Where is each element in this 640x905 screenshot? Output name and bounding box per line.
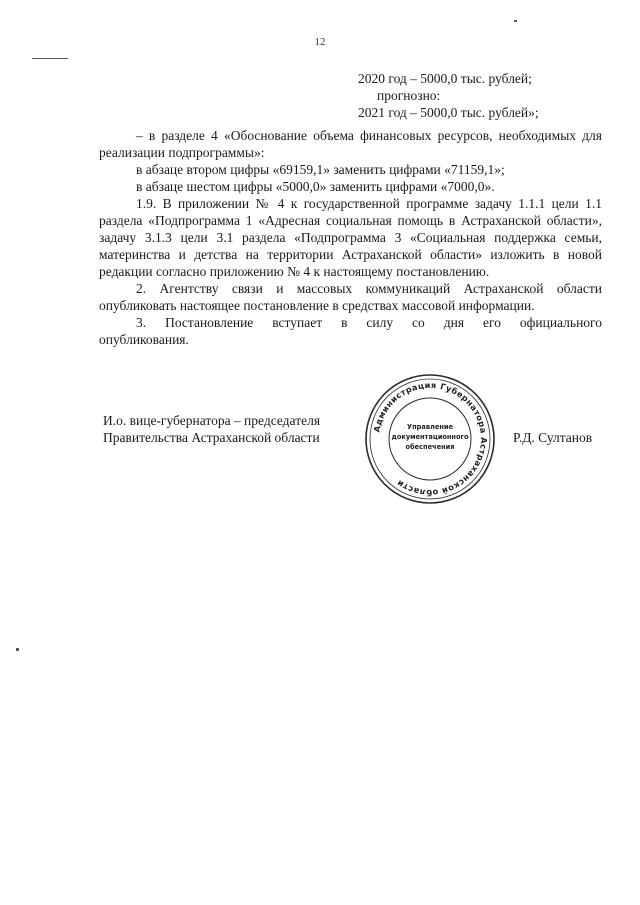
scan-mark-top-right bbox=[514, 20, 517, 22]
seal-center-line2: документационного bbox=[391, 433, 469, 441]
paragraph-section-4: – в разделе 4 «Обоснование объема финансовых ресурсов, необходимых для реализации подпрограммы»: bbox=[99, 128, 602, 160]
signatory-name: Р.Д. Султанов bbox=[513, 430, 593, 445]
budget-line-forecast: прогнозно: bbox=[377, 88, 441, 103]
seal-ring-text: Администрация Губернатора Астраханской области bbox=[371, 379, 490, 499]
paragraph-abzac-6: в абзаце шестом цифры «5000,0» заменить цифрами «7000,0». bbox=[136, 179, 495, 194]
signatory-position-line1: И.о. вице-губернатора – председателя bbox=[103, 413, 321, 428]
seal-center-line3: обеспечения bbox=[405, 443, 455, 451]
budget-line-2020: 2020 год – 5000,0 тыс. рублей; bbox=[358, 71, 532, 86]
seal-center-line1: Управление bbox=[407, 423, 453, 431]
paragraph-1-9: 1.9. В приложении № 4 к государственной программе задачу 1.1.1 цели 1.1 раздела «Подпрограмма 1 «Адресная социальная помощь в Астраханской области», задачу 3.1.3 цели 3.1 раздела «Подпрограмма 3 «Социальная поддержка семьи, материнства и детства на территории Астраханской области» изложить в новой редакции согласно приложению № 4 к настоящему постановлению. bbox=[99, 196, 602, 279]
page-number: 12 bbox=[314, 36, 326, 48]
paragraph-3-line2: опубликования. bbox=[99, 332, 189, 347]
budget-lines bbox=[358, 70, 539, 121]
budget-line-2021: 2021 год – 5000,0 тыс. рублей»; bbox=[358, 105, 539, 120]
scan-mark-left bbox=[32, 58, 68, 59]
signatory-position-line2: Правительства Астраханской области bbox=[103, 430, 320, 445]
signatory-position bbox=[103, 412, 320, 446]
paragraph-2: 2. Агентству связи и массовых коммуникаций Астраханской области опубликовать настоящее постановление в средствах массовой информации. bbox=[99, 281, 602, 313]
seal-graphic bbox=[364, 373, 496, 505]
document-body bbox=[99, 127, 602, 348]
paragraph-abzac-2: в абзаце втором цифры «69159,1» заменить цифрами «71159,1»; bbox=[136, 162, 505, 177]
paragraph-3-line1: 3. Постановление вступает в силу со дня его официального bbox=[136, 315, 602, 330]
scan-mark-margin bbox=[16, 648, 19, 651]
official-seal bbox=[364, 373, 496, 505]
